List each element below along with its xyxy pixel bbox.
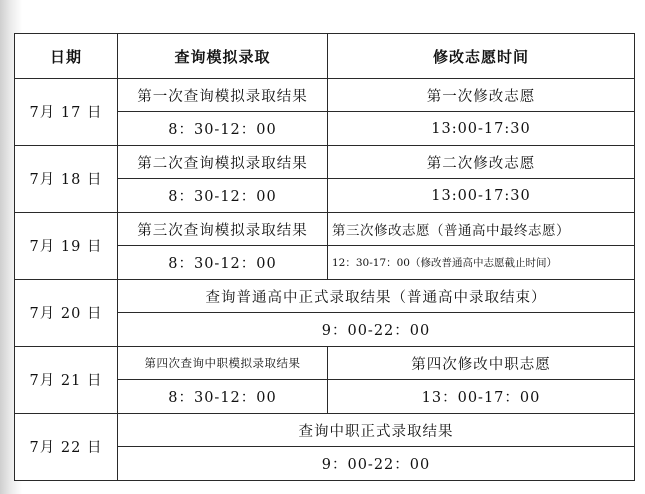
modify-cell: 第四次修改中职志愿 [328, 346, 635, 379]
date-cell: 7月 21 日 [15, 346, 118, 413]
query-time-cell: 8：30-12：00 [118, 246, 328, 279]
table-header-row [15, 34, 635, 79]
merged-time-cell: 9：00-22：00 [118, 447, 635, 481]
merged-query-cell: 查询普通高中正式录取结果（普通高中录取结束） [118, 279, 635, 312]
table-row [15, 212, 635, 245]
modify-cell: 第二次修改志愿 [328, 145, 635, 178]
modify-time-cell: 13:00-17:30 [328, 179, 635, 212]
modify-time-cell: 12：30-17：00（修改普通高中志愿截止时间） [328, 246, 635, 279]
modify-cell: 第一次修改志愿 [328, 79, 635, 112]
merged-time-cell: 9：00-22：00 [118, 313, 635, 346]
modify-time-cell: 13:00-17:30 [328, 112, 635, 145]
date-cell: 7月 20 日 [15, 279, 118, 346]
query-cell: 第一次查询模拟录取结果 [118, 79, 328, 112]
query-cell: 第二次查询模拟录取结果 [118, 145, 328, 178]
header-query-simulation: 查询模拟录取 [118, 34, 328, 79]
table-row [15, 413, 635, 446]
query-time-cell: 8：30-12：00 [118, 112, 328, 145]
table-row [15, 79, 635, 112]
query-cell: 第四次查询中职模拟录取结果 [118, 346, 328, 379]
header-date: 日期 [15, 34, 118, 79]
query-time-cell: 8：30-12：00 [118, 179, 328, 212]
admission-schedule-table [14, 33, 635, 481]
date-cell: 7月 18 日 [15, 145, 118, 212]
date-cell: 7月 17 日 [15, 79, 118, 146]
header-modify-time: 修改志愿时间 [328, 34, 635, 79]
query-cell: 第三次查询模拟录取结果 [118, 212, 328, 245]
table-row [15, 346, 635, 379]
date-cell: 7月 19 日 [15, 212, 118, 279]
modify-time-cell: 13：00-17：00 [328, 380, 635, 413]
table-row [15, 145, 635, 178]
modify-cell: 第三次修改志愿（普通高中最终志愿） [328, 212, 635, 245]
query-time-cell: 8：30-12：00 [118, 380, 328, 413]
merged-query-cell: 查询中职正式录取结果 [118, 413, 635, 446]
table-row [15, 279, 635, 312]
date-cell: 7月 22 日 [15, 413, 118, 480]
